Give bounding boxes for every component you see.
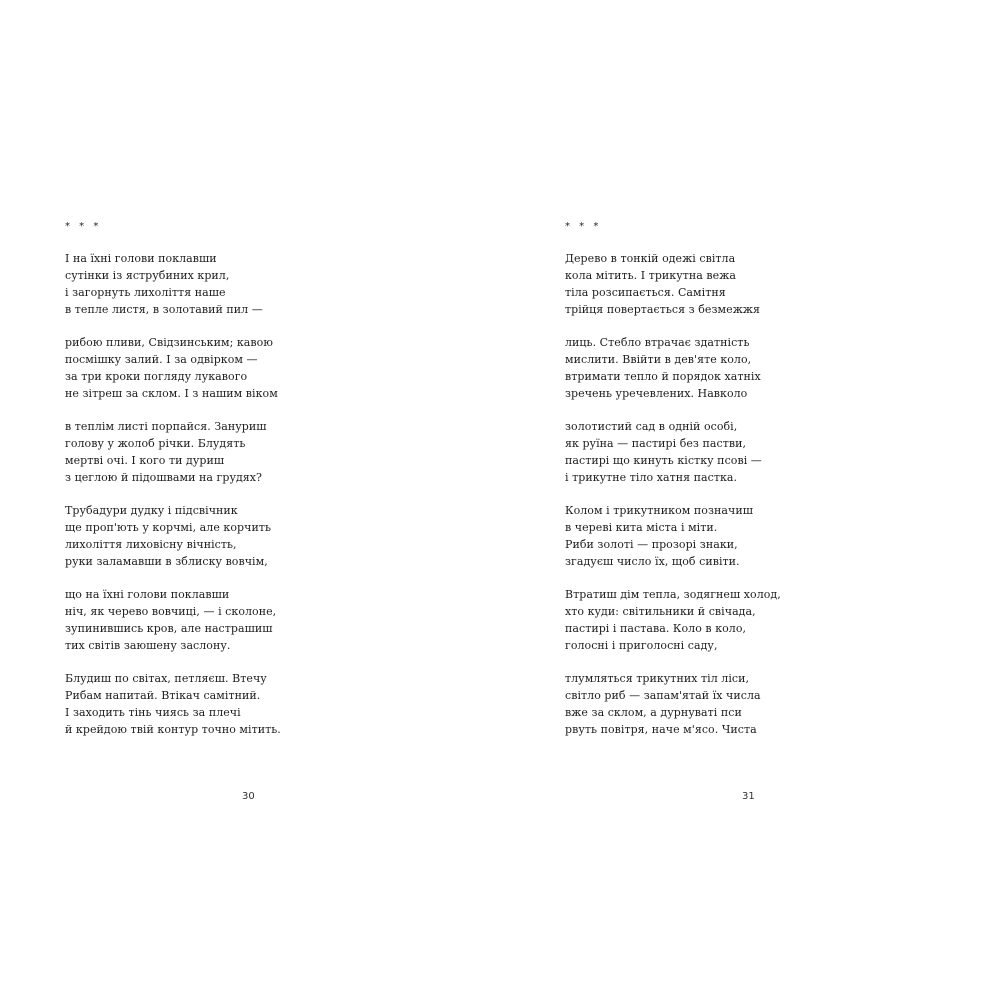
poem-line: Рибам напитай. Втікач самітний.	[65, 689, 261, 702]
stanza	[65, 502, 281, 570]
stanza	[65, 586, 281, 654]
poem-line: зречень уречевлених. Навколо	[565, 387, 748, 400]
poem-line: і трикутне тіло хатня пастка.	[565, 471, 738, 484]
poem-line: вже за склом, а дурнуваті пси	[565, 706, 742, 719]
poem-line: ніч, як черево вовчиці, — і сколоне,	[65, 605, 277, 618]
right-page	[500, 0, 1000, 1000]
poem-line: тлумляться трикутних тіл ліси,	[565, 672, 750, 685]
poem-line: голову у жолоб річки. Блудять	[65, 437, 246, 450]
poem-line: лихоліття лиховісну вічність,	[65, 538, 237, 551]
poem-line: руки заламавши в зблиску вовчім,	[65, 555, 268, 568]
stanza	[65, 334, 281, 402]
poem-line: Дерево в тонкій одежі світла	[565, 252, 736, 265]
poem-line: Трубадури дудку і підсвічник	[65, 504, 238, 517]
stanza	[565, 586, 781, 654]
stanza	[565, 250, 781, 318]
poem-line: пастирі і пастава. Коло в коло,	[565, 622, 747, 635]
poem-line: ще проп'ють у корчмі, але корчить	[65, 521, 271, 534]
poem-line: лиць. Стебло втрачає здатність	[565, 336, 750, 349]
poem-line: мертві очі. І кого ти дуриш	[65, 454, 225, 467]
poem-line: трійця повертається з безмежжя	[565, 303, 761, 316]
poem-line: як руїна — пастирі без пастви,	[565, 437, 747, 450]
poem-line: з цеглою й підошвами на грудях?	[65, 471, 262, 484]
poem-line: за три кроки погляду лукавого	[65, 370, 248, 383]
poem-line: посмішку залий. І за одвірком —	[65, 353, 258, 366]
poem-line: Втратиш дім тепла, зодягнеш холод,	[565, 588, 781, 601]
page-number: 30	[242, 791, 255, 802]
poem-line: що на їхні голови поклавши	[65, 588, 230, 601]
stanza	[65, 670, 281, 738]
poem-line: тіла розсипається. Самітня	[565, 286, 726, 299]
poem-line: І заходить тінь чиясь за плечі	[65, 706, 241, 719]
poem-line: сутінки із яструбиних крил,	[65, 269, 230, 282]
stanza	[565, 334, 781, 402]
stanza	[65, 418, 281, 486]
poem-line: зупинившись кров, але настрашиш	[65, 622, 273, 635]
asterism-ornament: * * *	[565, 221, 602, 232]
poem-line: пастирі що кинуть кістку псові —	[565, 454, 762, 467]
poem-line: рвуть повітря, наче м'ясо. Чиста	[565, 723, 757, 736]
poem-line: й крейдою твій контур точно мітить.	[65, 723, 281, 736]
page-number: 31	[742, 791, 755, 802]
poem-line: золотистий сад в одній особі,	[565, 420, 738, 433]
poem-right	[565, 218, 781, 754]
stanza	[565, 418, 781, 486]
poem-line: кола мітить. І трикутна вежа	[565, 269, 736, 282]
poem-line: Блудиш по світах, петляєш. Втечу	[65, 672, 267, 685]
poem-line: Риби золоті — прозорі знаки,	[565, 538, 738, 551]
poem-line: І на їхні голови поклавши	[65, 252, 217, 265]
poem-line: втримати тепло й порядок хатніх	[565, 370, 761, 383]
poem-line: голосні і приголосні саду,	[565, 639, 718, 652]
poem-line: в череві кита міста і міти.	[565, 521, 718, 534]
poem-line: і загорнуть лихоліття наше	[65, 286, 226, 299]
poem-line: хто куди: світильники й свічада,	[565, 605, 756, 618]
poem-left	[65, 218, 281, 754]
stanza	[565, 670, 781, 738]
poem-line: рибою пливи, Свідзинським; кавою	[65, 336, 273, 349]
stanza	[565, 502, 781, 570]
poem-line: Колом і трикутником позначиш	[565, 504, 753, 517]
poem-line: тих світів заюшену заслону.	[65, 639, 231, 652]
poem-line: мислити. Ввійти в дев'яте коло,	[565, 353, 752, 366]
stanza	[65, 250, 281, 318]
poem-line: не зітреш за склом. І з нашим віком	[65, 387, 278, 400]
poem-line: в теплім листі порпайся. Зануриш	[65, 420, 267, 433]
poem-line: світло риб — запам'ятай їх числа	[565, 689, 761, 702]
poem-line: згадуєш число їх, щоб сивіти.	[565, 555, 740, 568]
poem-line: в тепле листя, в золотавий пил —	[65, 303, 263, 316]
asterism-ornament: * * *	[65, 221, 102, 232]
